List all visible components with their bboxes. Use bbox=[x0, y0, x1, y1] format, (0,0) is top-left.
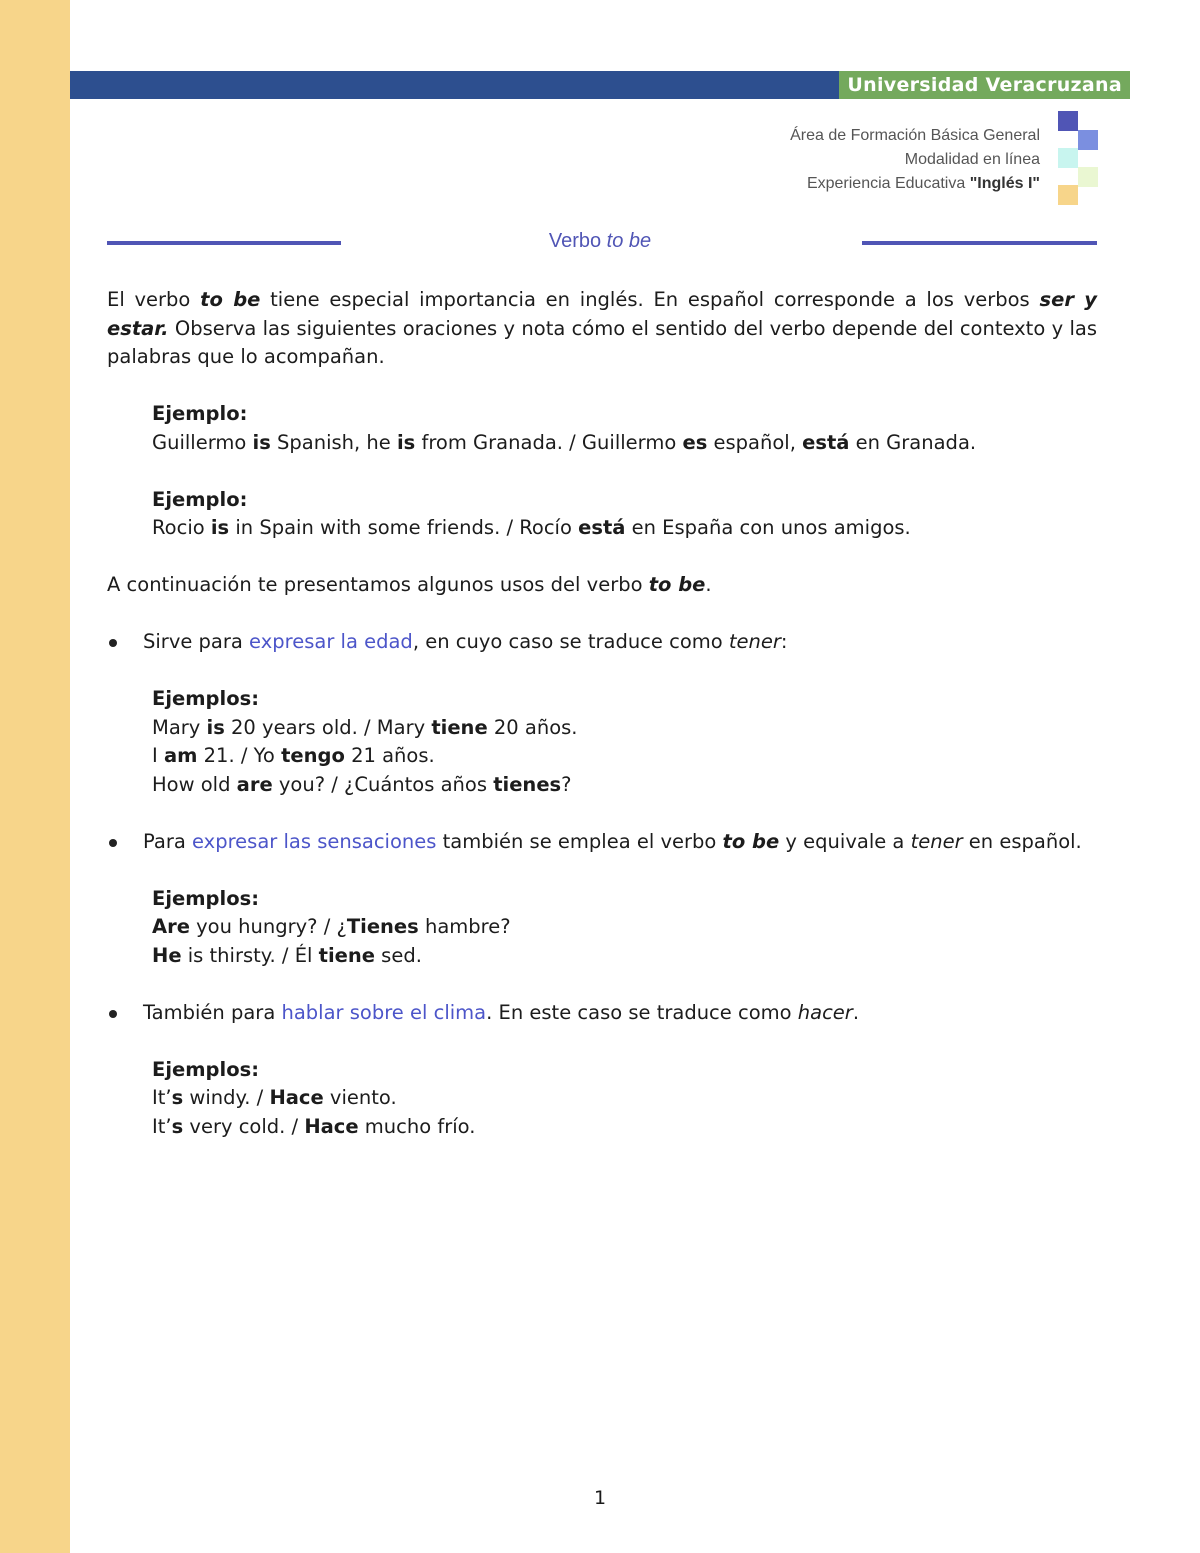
document-body bbox=[107, 286, 1097, 1141]
square-4 bbox=[1078, 167, 1098, 187]
examples-sensations: Ejemplos: Are you hungry? / ¿Tienes hambre? He is thirsty. / Él tiene sed. bbox=[152, 886, 511, 967]
example-label: Ejemplo: bbox=[152, 402, 248, 425]
highlight-sensations: expresar las sensaciones bbox=[192, 829, 437, 853]
square-1 bbox=[1058, 111, 1078, 131]
bullet-dot-icon bbox=[109, 839, 117, 847]
highlight-weather: hablar sobre el clima bbox=[281, 1000, 487, 1024]
header-line-course: Experiencia Educativa "Inglés I" bbox=[806, 175, 1040, 192]
example-sentence: Rocio is in Spain with some friends. / Rocío está en España con unos amigos. bbox=[152, 516, 911, 539]
header-line-area: Área de Formación Básica General bbox=[790, 127, 1040, 144]
examples-weather: Ejemplos: It’s windy. / Hace viento. It’s very cold. / Hace mucho frío. bbox=[152, 1057, 476, 1138]
square-5 bbox=[1058, 185, 1078, 205]
examples-age: Ejemplos: Mary is 20 years old. / Mary tiene 20 años. I am 21. / Yo tengo 21 años. How old are you? / ¿Cuántos años tienes? bbox=[152, 687, 578, 796]
university-brand: Universidad Veracruzana bbox=[839, 71, 1130, 99]
uses-intro: A continuación te presentamos algunos usos del verbo to be. bbox=[107, 573, 712, 596]
example-sentence: Guillermo is Spanish, he is from Granada. / Guillermo es español, está en Granada. bbox=[152, 430, 977, 454]
bullet-age: Sirve para expresar la edad, en cuyo caso se traduce como tener: bbox=[107, 628, 1097, 657]
intro-paragraph: El verbo to be tiene especial importancia en inglés. En español corresponde a los verbos ser y estar. Observa las siguientes oraciones y nota cómo el sentido del verbo depende del contexto y las palabras que lo acompañan. bbox=[107, 288, 1097, 368]
example-label: Ejemplo: bbox=[152, 487, 248, 511]
header-info bbox=[790, 124, 1040, 196]
bullet-dot-icon bbox=[109, 639, 117, 647]
example-block-1 bbox=[107, 400, 1097, 457]
header-line-modality: Modalidad en línea bbox=[904, 151, 1040, 168]
page-number: 1 bbox=[593, 1487, 607, 1509]
bullet-weather: También para hablar sobre el clima. En este caso se traduce como hacer. bbox=[107, 999, 1097, 1028]
example-block-2 bbox=[107, 486, 1097, 543]
square-3 bbox=[1058, 148, 1078, 168]
bullet-sensations: Para expresar las sensaciones también se emplea el verbo to be y equivale a tener en español. bbox=[107, 828, 1097, 857]
bullet-dot-icon bbox=[109, 1010, 117, 1018]
page-title: Verbo to be bbox=[548, 230, 652, 252]
square-2 bbox=[1078, 130, 1098, 150]
highlight-age: expresar la edad bbox=[249, 630, 413, 653]
